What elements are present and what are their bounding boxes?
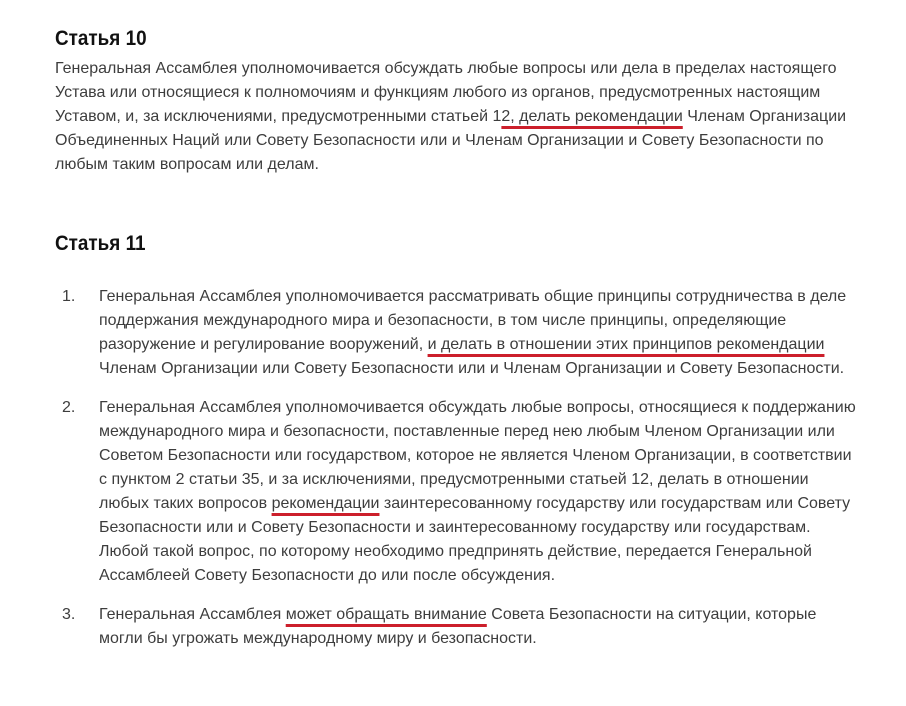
item-text-after: Членам Организации или Совету Безопасности или и Членам Организации и Совету Безопасности. xyxy=(99,360,845,377)
article-11-heading: Статья 11 xyxy=(55,232,146,255)
item-text-before: Генеральная Ассамблея xyxy=(99,606,286,623)
article-10-heading: Статья 10 xyxy=(55,27,147,50)
list-item-text xyxy=(99,396,859,588)
article-10-paragraph xyxy=(55,57,875,177)
list-item xyxy=(0,603,880,651)
list-item-text xyxy=(99,285,859,381)
item-text-before: Генеральная Ассамблея уполномочивается обсуждать любые вопросы, относящиеся к поддержанию международного мира и безопасности, поставленные перед нею любым Членом Организации или Советом Безопасности или государством, которое не является Членом Организации, в соответствии с пунктом 2 статьи 35, и за исключениями, предусмотренными статьей 12, делать в отношении любых таких вопросов xyxy=(99,399,856,512)
item-highlight: и делать в отношении этих принципов рекомендации xyxy=(427,336,825,353)
item-text-after: Совета Безопасности на ситуации, которые могли бы угрожать международному миру и безопасности. xyxy=(99,606,817,647)
list-item xyxy=(0,396,880,588)
article-10-highlight: 2, делать рекомендации xyxy=(501,108,683,125)
list-item-number: 3. xyxy=(62,606,76,623)
item-highlight: рекомендации xyxy=(271,495,380,512)
item-text-after: заинтересованному государству или государствам или Совету Безопасности или и Совету Безопасности и заинтересованному государству или государствам. Любой такой вопрос, по которому необходимо предпринять действие, передается Генеральной Ассамблеей Совету Безопасности до или после обсуждения. xyxy=(99,495,851,584)
article-10-text-after: Членам Организации Объединенных Наций или Совету Безопасности или и Членам Организации и Совету Безопасности по любым таким вопросам или делам. xyxy=(55,108,847,173)
list-item-number: 2. xyxy=(62,399,76,416)
article-11-list xyxy=(0,285,880,651)
item-text-before: Генеральная Ассамблея уполномочивается рассматривать общие принципы сотрудничества в деле поддержания международного мира и безопасности, в том числе принципы, определяющие разоружение и регулирование вооружений, xyxy=(99,288,847,353)
list-item-number: 1. xyxy=(62,288,76,305)
list-item-text xyxy=(99,603,859,651)
item-highlight: может обращать внимание xyxy=(285,606,487,623)
article-10-text-before: Генеральная Ассамблея уполномочивается обсуждать любые вопросы или дела в пределах настоящего Устава или относящиеся к полномочиям и функциям любого из органов, предусмотренных настоящим Уставом, и, за исключениями, предусмотренными статьей 1 xyxy=(55,60,837,125)
list-item xyxy=(0,285,880,381)
